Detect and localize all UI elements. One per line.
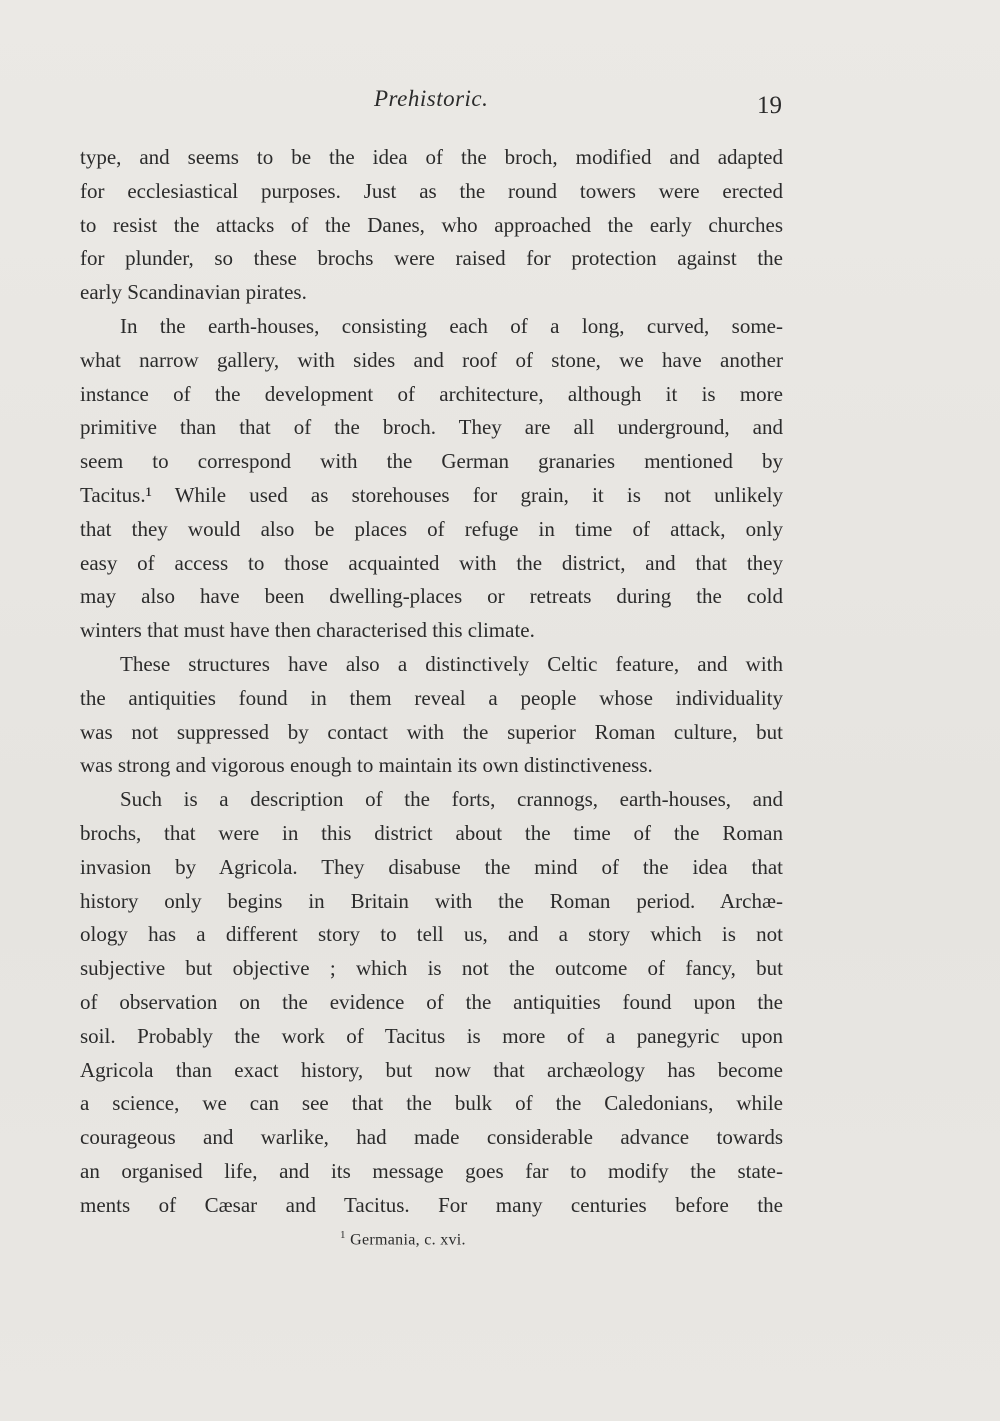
text-line: was strong and vigorous enough to maintain its own distinctiveness. <box>80 753 653 778</box>
text-line: easy of access to those acquainted with the district, and that they <box>80 550 783 575</box>
text-line: was not suppressed by contact with the superior Roman culture, but <box>80 719 783 744</box>
text-line: instance of the development of architecture, although it is more <box>80 381 783 406</box>
body-text <box>80 141 783 1223</box>
text-line: that they would also be places of refuge in time of attack, only <box>80 516 783 541</box>
text-line: early Scandinavian pirates. <box>80 280 307 305</box>
text-line: primitive than that of the broch. They are all underground, and <box>80 415 783 440</box>
text-line: may also have been dwelling-places or retreats during the cold <box>80 584 783 609</box>
text-line: Tacitus.¹ While used as storehouses for grain, it is not unlikely <box>80 482 783 507</box>
footnote-marker: 1 <box>340 1229 346 1241</box>
text-line: a science, we can see that the bulk of the Caledonians, while <box>80 1091 783 1116</box>
paragraph-start-line: In the earth-houses, consisting each of a long, curved, some- <box>120 313 783 338</box>
footnote-text: Germania, c. xvi. <box>350 1231 466 1249</box>
text-line: of observation on the evidence of the antiquities found upon the <box>80 989 783 1014</box>
text-line: ology has a different story to tell us, and a story which is not <box>80 922 783 947</box>
text-line: for plunder, so these brochs were raised for protection against the <box>80 246 783 271</box>
text-line: for ecclesiastical purposes. Just as the round towers were erected <box>80 178 783 203</box>
paragraph-start-line: These structures have also a distinctively Celtic feature, and with <box>120 651 783 676</box>
text-line: an organised life, and its message goes far to modify the state- <box>80 1158 783 1183</box>
text-line: the antiquities found in them reveal a people whose individuality <box>80 685 783 710</box>
text-line: history only begins in Britain with the Roman period. Archæ- <box>80 888 783 913</box>
text-line: brochs, that were in this district about the time of the Roman <box>80 820 783 845</box>
text-line: soil. Probably the work of Tacitus is more of a panegyric upon <box>80 1023 783 1048</box>
text-line: Agricola than exact history, but now that archæology has become <box>80 1057 783 1082</box>
text-line: seem to correspond with the German granaries mentioned by <box>80 449 783 474</box>
page-number: 19 <box>757 92 782 119</box>
text-line: type, and seems to be the idea of the broch, modified and adapted <box>80 145 783 169</box>
text-line: ments of Cæsar and Tacitus. For many centuries before the <box>80 1192 783 1217</box>
text-line: to resist the attacks of the Danes, who approached the early churches <box>80 212 783 237</box>
text-line: courageous and warlike, had made considerable advance towards <box>80 1125 783 1150</box>
text-line: invasion by Agricola. They disabuse the mind of the idea that <box>80 854 783 879</box>
text-line: subjective but objective ; which is not the outcome of fancy, but <box>80 956 783 981</box>
text-line: winters that must have then characterised this climate. <box>80 618 535 643</box>
footnote <box>340 1229 466 1249</box>
paragraph-start-line: Such is a description of the forts, crannogs, earth-houses, and <box>120 787 783 812</box>
running-head: Prehistoric. <box>374 86 489 111</box>
text-line: what narrow gallery, with sides and roof of stone, we have another <box>80 347 783 372</box>
